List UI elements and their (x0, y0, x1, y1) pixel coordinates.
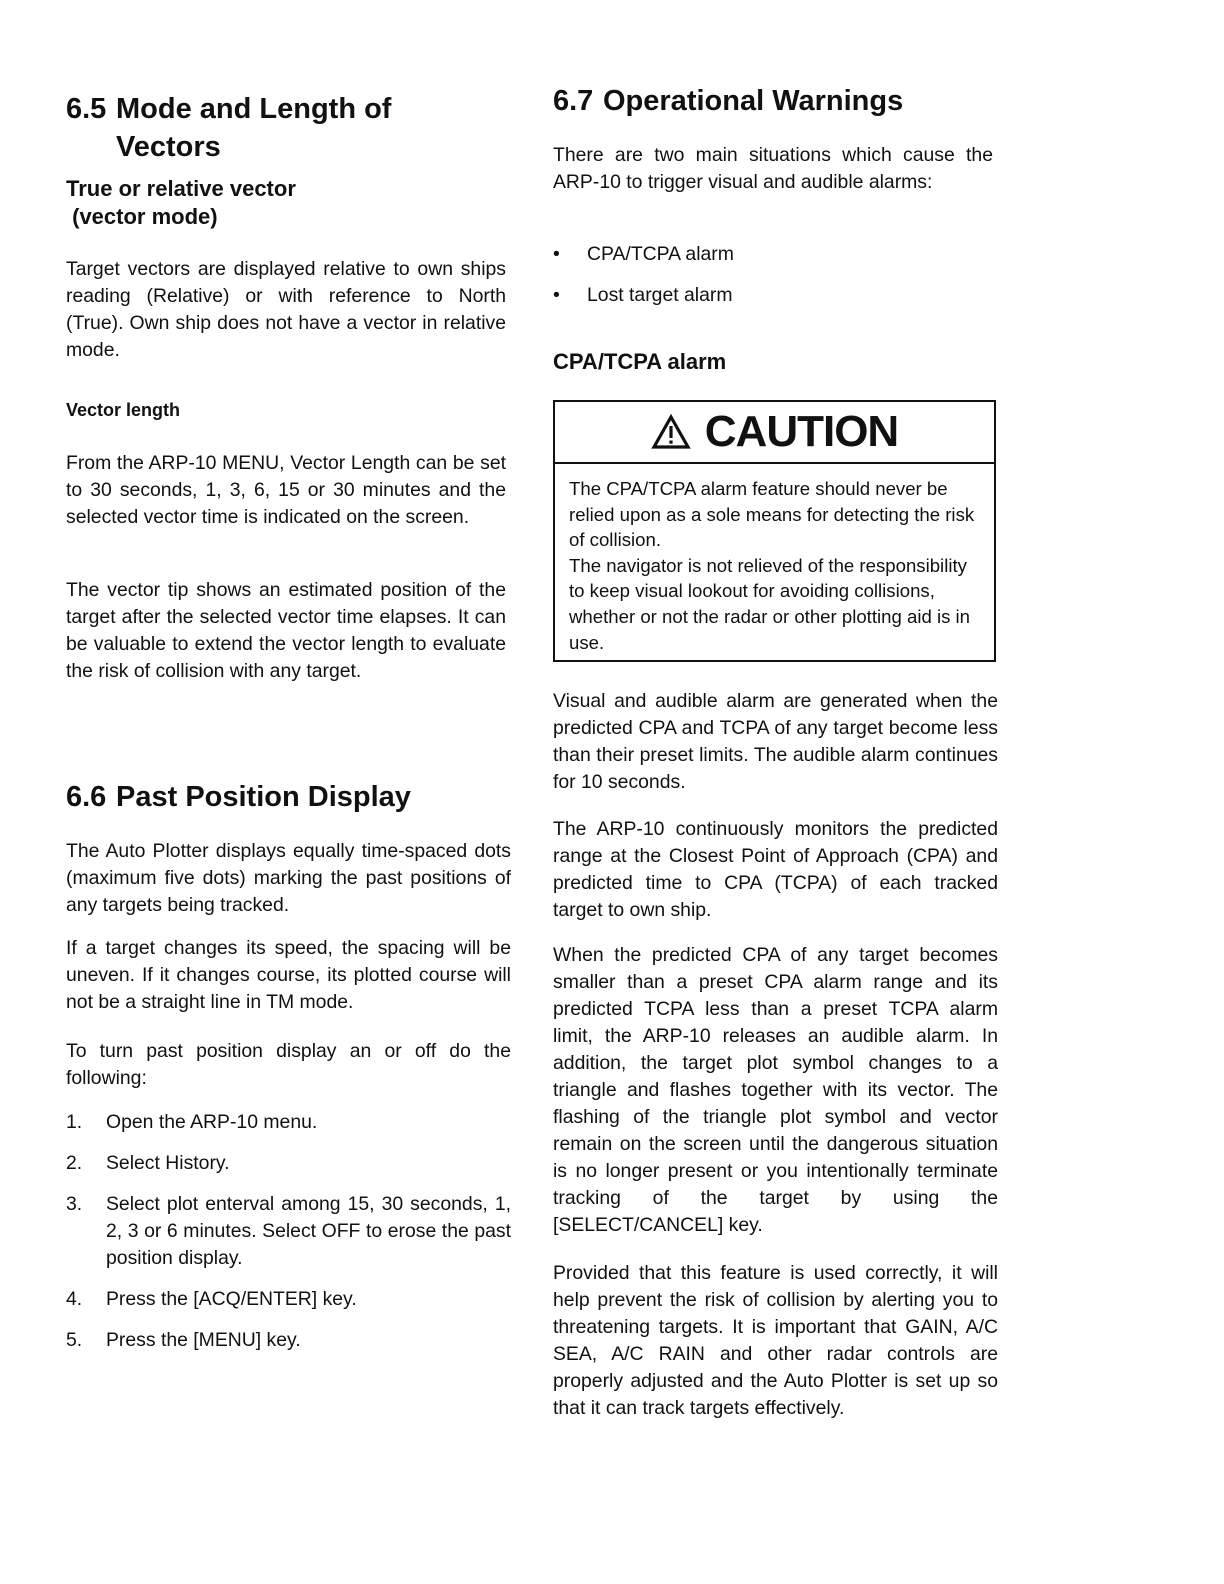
caution-box (553, 400, 996, 662)
step-number: 3. (66, 1193, 83, 1215)
section-6-7-heading (553, 82, 903, 120)
section-title: Operational Warnings (603, 85, 904, 117)
list-item: • Lost target alarm (553, 282, 993, 309)
step-number: 1. (66, 1111, 83, 1133)
subheading-line2: (vector mode) (66, 204, 218, 229)
list-item (66, 1286, 511, 1313)
vector-length-paragraph-1: From the ARP-10 MENU, Vector Length can be set to 30 seconds, 1, 3, 6, 15 or 30 minutes and the selected vector time is indicated on the screen. (66, 452, 506, 528)
alarm-paragraph-1: Visual and audible alarm are generated when the predicted CPA and TCPA of any target become less than their preset limits. The audible alarm continues for 10 seconds. (553, 690, 998, 793)
past-position-steps (66, 1109, 511, 1368)
list-item: • CPA/TCPA alarm (553, 241, 993, 268)
list-item (66, 1327, 511, 1354)
alarm-paragraph-2: The ARP-10 continuously monitors the predicted range at the Closest Point of Approach (CPA) and predicted time to CPA (TCPA) of each tracked target to own ship. (553, 818, 998, 921)
caution-text-2: The navigator is not relieved of the responsibility to keep visual lookout for avoiding collisions, whether or not the radar or other plotting aid is in use. (569, 554, 971, 653)
section-title: Past Position Display (116, 781, 411, 813)
warnings-intro-paragraph: There are two main situations which cause the ARP-10 to trigger visual and audible alarms: (553, 144, 993, 193)
section-number: 6.5 (66, 93, 107, 125)
list-item (66, 1150, 511, 1177)
warning-triangle-icon (651, 414, 691, 450)
vector-mode-subheading (66, 175, 296, 231)
step-number: 4. (66, 1288, 83, 1310)
list-item (66, 1191, 511, 1272)
alarm-paragraph-4: Provided that this feature is used correctly, it will help prevent the risk of collision by alerting you to threatening targets. It is important that GAIN, A/C SEA, A/C RAIN and other radar controls are properly adjusted and the Auto Plotter is set up so that it can track targets effectively. (553, 1262, 998, 1419)
caution-body (555, 464, 994, 655)
step-text: Select History. (106, 1152, 230, 1174)
step-number: 5. (66, 1329, 83, 1351)
past-position-paragraph-3: To turn past position display an or off do the following: (66, 1040, 511, 1089)
past-position-paragraph-1: The Auto Plotter displays equally time-spaced dots (maximum five dots) marking the past positions of any targets being tracked. (66, 840, 511, 916)
section-title-line1: Mode and Length of (116, 93, 392, 125)
step-text: Open the ARP-10 menu. (106, 1111, 318, 1133)
caution-title: CAUTION (704, 407, 899, 456)
list-item (66, 1109, 511, 1136)
vector-length-paragraph-2: The vector tip shows an estimated position of the target after the selected vector time elapses. It can be valuable to extend the vector length to evaluate the risk of collision with any target. (66, 579, 506, 682)
section-number: 6.6 (66, 781, 107, 813)
section-number: 6.7 (553, 85, 594, 117)
step-text: Press the [MENU] key. (106, 1329, 301, 1351)
caution-text-1: The CPA/TCPA alarm feature should never be relied upon as a sole means for detecting the risk of collision. (569, 478, 975, 551)
step-text: Select plot enterval among 15, 30 seconds, 1, 2, 3 or 6 minutes. Select OFF to erose the past position display. (106, 1193, 511, 1269)
subheading-line1: True or relative vector (66, 176, 296, 201)
step-number: 2. (66, 1152, 83, 1174)
section-6-5-heading (66, 90, 391, 166)
section-title-line2: Vectors (116, 131, 221, 163)
section-6-6-heading (66, 778, 411, 816)
step-text: Press the [ACQ/ENTER] key. (106, 1288, 357, 1310)
vector-mode-paragraph: Target vectors are displayed relative to own ships reading (Relative) or with reference to North (True). Own ship does not have a vector in relative mode. (66, 258, 506, 361)
past-position-paragraph-2: If a target changes its speed, the spacing will be uneven. If it changes course, its plotted course will not be a straight line in TM mode. (66, 937, 511, 1013)
cpa-tcpa-subheading: CPA/TCPA alarm (553, 349, 727, 374)
caution-header (555, 402, 994, 464)
vector-length-subheading: Vector length (66, 400, 181, 420)
alarm-type-list (553, 241, 993, 323)
alarm-paragraph-3: When the predicted CPA of any target becomes smaller than a preset CPA alarm range and its predicted TCPA less than a preset TCPA alarm limit, the ARP-10 releases an audible alarm. In addition, the target plot symbol changes to a triangle and flashes together with its vector. The flashing of the triangle plot symbol and vector remain on the screen until the dangerous situation is no longer present or you intentionally terminate tracking of the target by using the [SELECT/CANCEL] key. (553, 944, 998, 1236)
